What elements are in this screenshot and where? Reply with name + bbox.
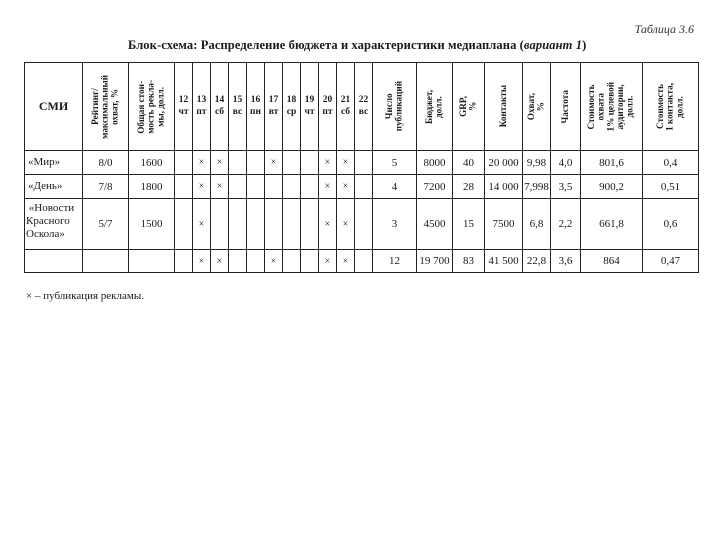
header-day: 13 пт	[193, 63, 211, 151]
cell-mark	[265, 199, 283, 250]
cell-mark: ×	[319, 199, 337, 250]
header-day: 21 сб	[337, 63, 355, 151]
cell-smi: «Мир»	[25, 151, 83, 175]
header-budget: Бюджет, долл.	[417, 63, 453, 151]
cell-cost-contact: 0,4	[643, 151, 699, 175]
cell-mark	[301, 151, 319, 175]
cell-grp: 83	[453, 250, 485, 273]
cell-cost-reach: 864	[581, 250, 643, 273]
header-cost-contact: Стоимость 1 контакта, долл.	[643, 63, 699, 151]
cell-smi-empty	[25, 250, 83, 273]
cell-pubs: 5	[373, 151, 417, 175]
header-contacts: Контакты	[485, 63, 523, 151]
header-day: 14 сб	[211, 63, 229, 151]
cell-mark	[355, 151, 373, 175]
cell-mark	[247, 151, 265, 175]
cell-mark	[355, 250, 373, 273]
cell-mark	[301, 199, 319, 250]
header-day: 15 вс	[229, 63, 247, 151]
page-title	[128, 38, 586, 53]
header-smi: СМИ	[25, 63, 83, 151]
cell-mark	[229, 199, 247, 250]
cell-grp: 15	[453, 199, 485, 250]
title-variant: вариант 1	[523, 38, 583, 52]
cell-mark	[247, 250, 265, 273]
header-grp: GRP, %	[453, 63, 485, 151]
cell-mark	[229, 250, 247, 273]
cell-mark	[175, 175, 193, 199]
cell-mark: ×	[211, 250, 229, 273]
table-row	[25, 151, 699, 175]
cell-mark	[229, 175, 247, 199]
cell-mark: ×	[337, 175, 355, 199]
cell-mark: ×	[337, 151, 355, 175]
header-day: 22 вс	[355, 63, 373, 151]
cell-contacts: 20 000	[485, 151, 523, 175]
cell-reach: 22,8	[523, 250, 551, 273]
cell-mark: ×	[211, 175, 229, 199]
cell-rating: 7/8	[83, 175, 129, 199]
cell-mark	[175, 250, 193, 273]
header-pubs: Число публикаций	[373, 63, 417, 151]
cell-rating-empty	[83, 250, 129, 273]
header-freq: Частота	[551, 63, 581, 151]
cell-mark	[301, 250, 319, 273]
cell-budget: 19 700	[417, 250, 453, 273]
cell-freq: 4,0	[551, 151, 581, 175]
table-row	[25, 199, 699, 250]
cell-cost-contact: 0,6	[643, 199, 699, 250]
cell-mark: ×	[319, 151, 337, 175]
cell-cost-empty	[129, 250, 175, 273]
header-day: 20 пт	[319, 63, 337, 151]
cell-mark: ×	[319, 175, 337, 199]
table-label: Таблица 3.6	[634, 22, 694, 36]
cell-rating: 5/7	[83, 199, 129, 250]
cell-mark	[247, 175, 265, 199]
header-day: 17 вт	[265, 63, 283, 151]
cell-mark: ×	[265, 250, 283, 273]
header-cost: Общая стои- мость реклa- мы, долл.	[129, 63, 175, 151]
cell-mark	[175, 151, 193, 175]
cell-reach: 6,8	[523, 199, 551, 250]
cell-contacts: 41 500	[485, 250, 523, 273]
cell-mark: ×	[193, 250, 211, 273]
cell-mark	[283, 151, 301, 175]
header-day: 12 чт	[175, 63, 193, 151]
header-day: 16 пн	[247, 63, 265, 151]
title-close: )	[582, 38, 587, 52]
cell-mark: ×	[265, 151, 283, 175]
total-row	[25, 250, 699, 273]
cell-mark: ×	[193, 199, 211, 250]
cell-cost: 1600	[129, 151, 175, 175]
cell-smi: «День»	[25, 175, 83, 199]
cell-mark	[283, 250, 301, 273]
cell-cost-contact: 0,51	[643, 175, 699, 199]
header-cost-reach: Стоимость охвата 1% целевой аудитории, долл.	[581, 63, 643, 151]
cell-freq: 2,2	[551, 199, 581, 250]
cell-contacts: 14 000	[485, 175, 523, 199]
cell-pubs: 12	[373, 250, 417, 273]
cell-budget: 8000	[417, 151, 453, 175]
cell-freq: 3,5	[551, 175, 581, 199]
header-row	[25, 63, 699, 151]
cell-cost-reach: 900,2	[581, 175, 643, 199]
table-row	[25, 175, 699, 199]
cell-contacts: 7500	[485, 199, 523, 250]
cell-cost-reach: 801,6	[581, 151, 643, 175]
cell-pubs: 4	[373, 175, 417, 199]
cell-mark: ×	[337, 250, 355, 273]
cell-mark: ×	[193, 175, 211, 199]
title-main: Блок-схема: Распределение бюджета и характеристики медиаплана (	[128, 38, 524, 52]
header-rating: Рейтинг/ максимальный охват, %	[83, 63, 129, 151]
cell-grp: 40	[453, 151, 485, 175]
cell-mark	[175, 199, 193, 250]
cell-mark	[229, 151, 247, 175]
cell-mark	[283, 199, 301, 250]
cell-cost: 1500	[129, 199, 175, 250]
cell-cost-reach: 661,8	[581, 199, 643, 250]
cell-mark: ×	[319, 250, 337, 273]
cell-mark	[283, 175, 301, 199]
cell-mark: ×	[193, 151, 211, 175]
header-day: 19 чт	[301, 63, 319, 151]
cell-freq: 3,6	[551, 250, 581, 273]
cell-mark	[301, 175, 319, 199]
cell-reach: 7,998	[523, 175, 551, 199]
cell-cost-contact: 0,47	[643, 250, 699, 273]
cell-rating: 8/0	[83, 151, 129, 175]
header-reach: Охват, %	[523, 63, 551, 151]
cell-smi: «Новости Красного Оскола»	[25, 199, 83, 250]
cell-cost: 1800	[129, 175, 175, 199]
cell-budget: 4500	[417, 199, 453, 250]
footnote: × – публикация рекламы.	[26, 290, 144, 302]
cell-mark	[265, 175, 283, 199]
cell-mark	[247, 199, 265, 250]
cell-grp: 28	[453, 175, 485, 199]
cell-mark: ×	[211, 151, 229, 175]
cell-mark	[355, 175, 373, 199]
cell-budget: 7200	[417, 175, 453, 199]
cell-pubs: 3	[373, 199, 417, 250]
cell-mark	[211, 199, 229, 250]
media-plan-table	[24, 62, 699, 273]
cell-reach: 9,98	[523, 151, 551, 175]
cell-mark: ×	[337, 199, 355, 250]
cell-mark	[355, 199, 373, 250]
header-day: 18 ср	[283, 63, 301, 151]
